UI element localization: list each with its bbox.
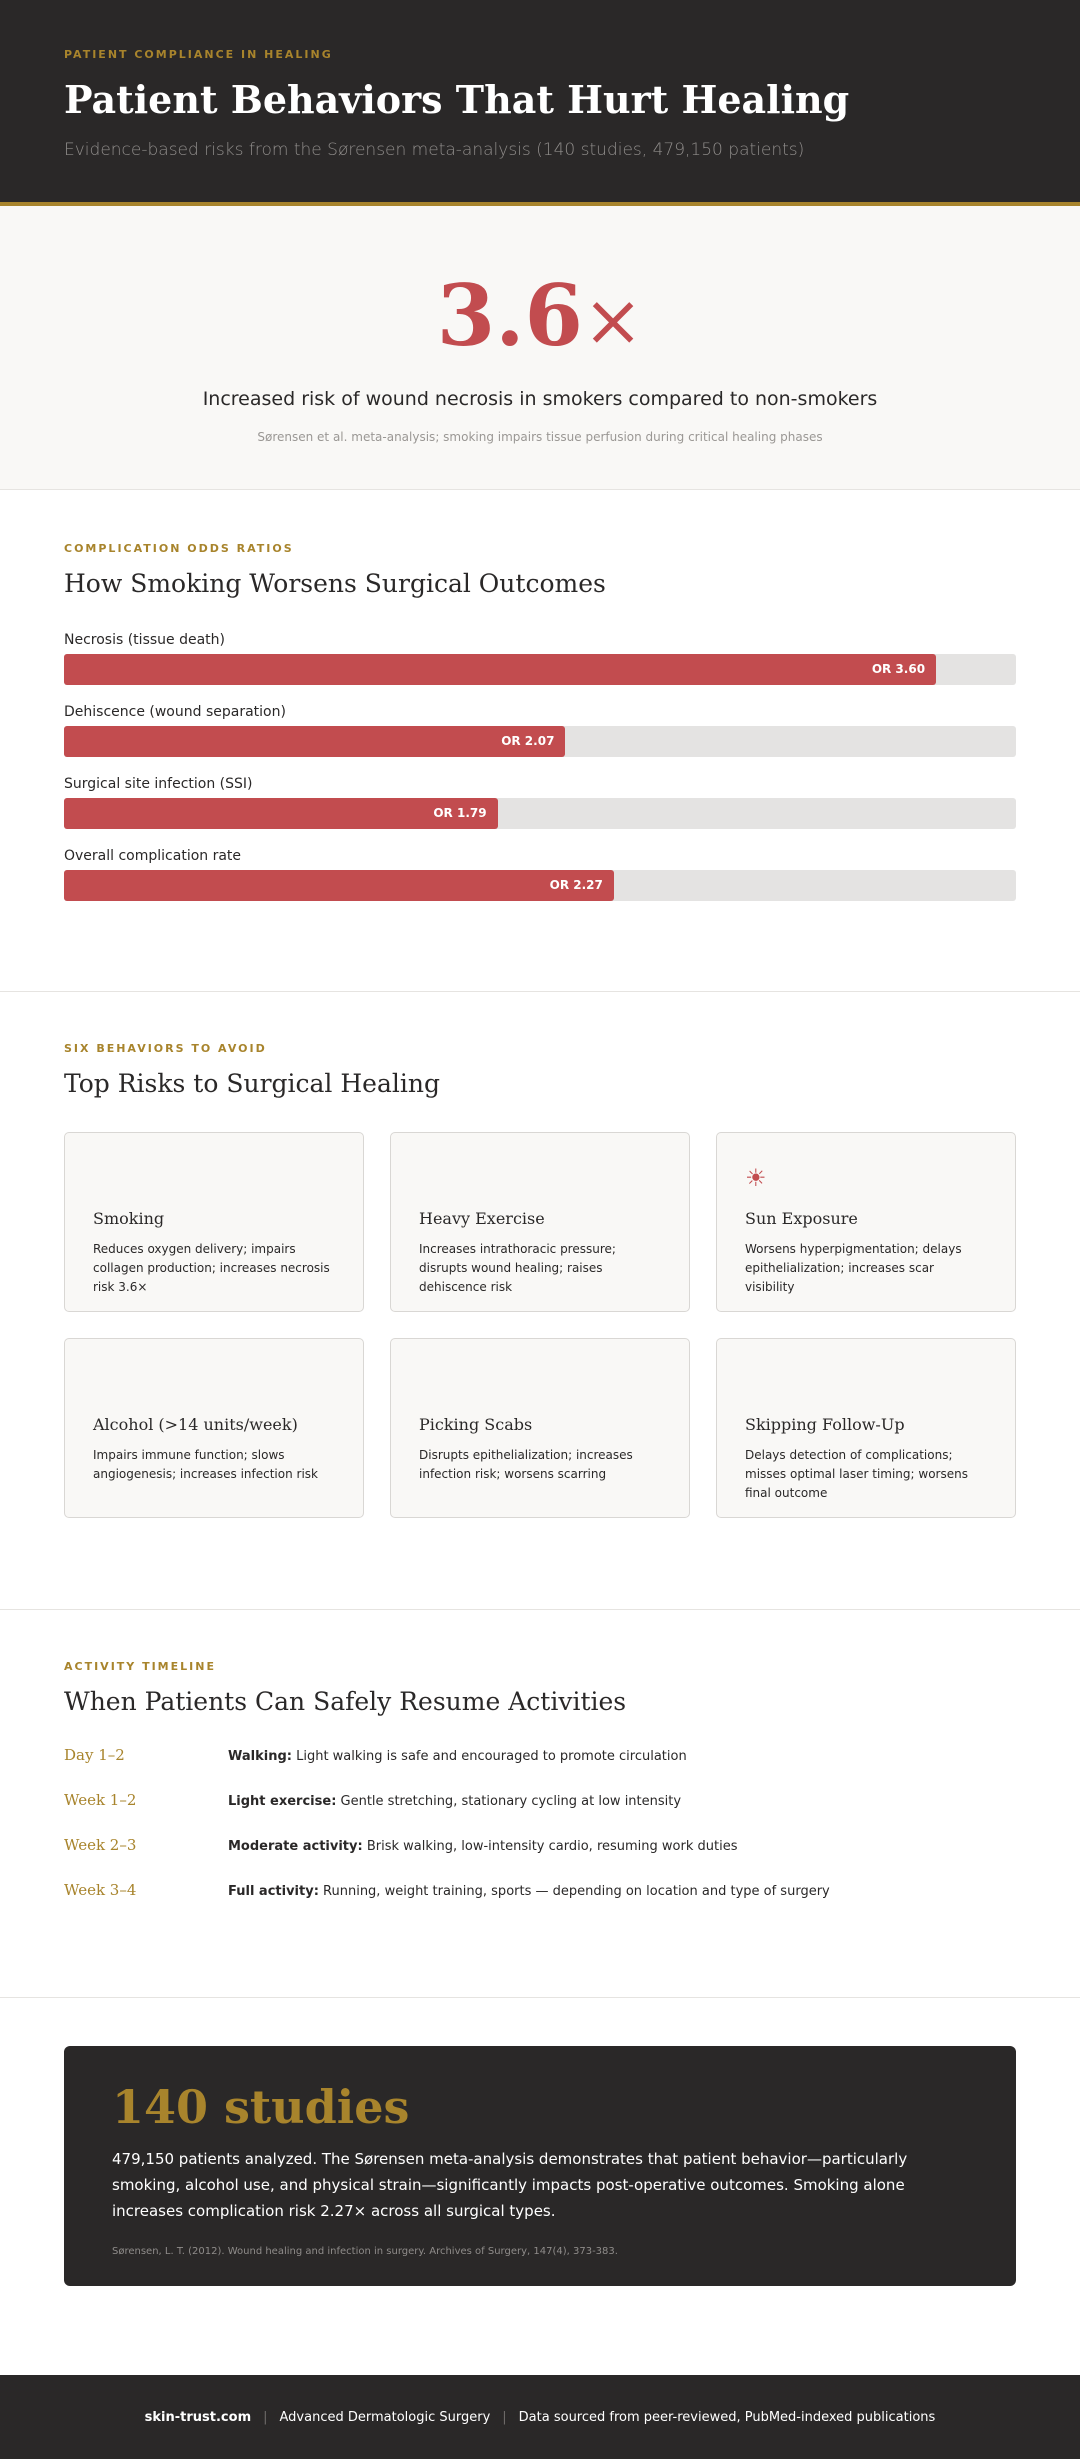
timeline-when: Week 1–2 [64,1791,137,1809]
summary-section [0,1998,1080,2375]
odds-title: How Smoking Worsens Surgical Outcomes [64,569,606,598]
timeline-when: Week 3–4 [64,1881,137,1899]
behavior-card-smoking [64,1132,364,1312]
exercise-icon [419,1161,661,1195]
card-text: Disrupts epithelialization; increases infection risk; worsens scarring [419,1448,633,1481]
timeline-title: When Patients Can Safely Resume Activities [64,1687,627,1716]
bar-row-ssi [64,776,1016,848]
timeline-list [64,1746,1016,1926]
bar-row-necrosis [64,632,1016,704]
card-text: Delays detection of complications; misses optimal laser timing; worsens final outcome [745,1448,968,1500]
timeline-label: Moderate activity: [228,1839,363,1854]
behaviors-section [0,992,1080,1610]
bar-label: Overall complication rate [64,848,242,864]
timeline-row [64,1836,1016,1881]
card-title: Alcohol (>14 units/week) [93,1415,298,1434]
bar-fill: OR 2.07 [64,726,565,757]
summary-citation: Sørensen, L. T. (2012). Wound healing and infection in surgery. Archives of Surgery, 147(4), 373-383. [112,2246,618,2257]
page-title: Patient Behaviors That Hurt Healing [64,77,850,122]
timeline-when: Week 2–3 [64,1836,137,1854]
card-title: Sun Exposure [745,1209,858,1228]
header-eyebrow: PATIENT COMPLIANCE IN HEALING [64,48,333,61]
hero-description: Increased risk of wound necrosis in smokers compared to non-smokers [202,388,878,410]
page-subtitle: Evidence-based risks from the Sørensen meta-analysis (140 studies, 479,150 patients) [64,140,805,160]
behaviors-eyebrow: SIX BEHAVIORS TO AVOID [64,1042,267,1055]
footer-separator: | [263,2409,268,2425]
odds-bar-list [64,632,1016,920]
timeline-eyebrow: ACTIVITY TIMELINE [64,1660,216,1673]
bar-track [64,726,1016,757]
summary-text: 479,150 patients analyzed. The Sørensen meta-analysis demonstrates that patient behavior—particularly smoking, alcohol use, and physical strain—significantly impacts post-operative outcomes. Smoking alone increases complication risk 2.27× across all surgical types. [112,2150,908,2220]
bar-fill: OR 1.79 [64,798,498,829]
hero-source: Sørensen et al. meta-analysis; smoking impairs tissue perfusion during critical healing phases [257,430,823,444]
behavior-card-scabs [390,1338,690,1518]
card-text: Worsens hyperpigmentation; delays epithelialization; increases scar visibility [745,1242,962,1294]
alcohol-icon [93,1367,335,1401]
bar-track [64,798,1016,829]
timeline-what [228,1884,830,1899]
card-text: Reduces oxygen delivery; impairs collagen production; increases necrosis risk 3.6× [93,1242,330,1294]
scab-icon [419,1367,661,1401]
behavior-card-sun [716,1132,1016,1312]
bar-fill: OR 2.27 [64,870,614,901]
bar-label: Necrosis (tissue death) [64,632,225,648]
behavior-cards [64,1132,1016,1518]
page-footer [0,2375,1080,2459]
timeline-what [228,1794,681,1809]
behavior-card-alcohol [64,1338,364,1518]
card-text: Impairs immune function; slows angiogenesis; increases infection risk [93,1448,318,1481]
behavior-card-followup [716,1338,1016,1518]
sun-icon: ☀ [745,1164,767,1192]
footer-tagline: Advanced Dermatologic Surgery [279,2409,491,2425]
behaviors-title: Top Risks to Surgical Healing [64,1069,440,1098]
calendar-icon [745,1367,987,1401]
card-text: Increases intrathoracic pressure; disrupts wound healing; raises dehiscence risk [419,1242,616,1294]
timeline-what [228,1839,737,1854]
summary-value: 140 studies [112,2080,410,2134]
page-header [0,0,1080,206]
card-title: Heavy Exercise [419,1209,545,1228]
behavior-card-exercise [390,1132,690,1312]
bar-track [64,870,1016,901]
bar-row-dehiscence [64,704,1016,776]
bar-track [64,654,1016,685]
timeline-row [64,1791,1016,1836]
odds-ratio-section [0,490,1080,992]
card-title: Smoking [93,1209,165,1228]
timeline-section [0,1610,1080,1998]
timeline-text: Running, weight training, sports — depending on location and type of surgery [318,1884,830,1899]
hero-number: 3.6 [436,266,583,365]
footer-note: Data sourced from peer-reviewed, PubMed-indexed publications [518,2409,936,2425]
timeline-when: Day 1–2 [64,1746,125,1764]
timeline-text: Light walking is safe and encouraged to promote circulation [291,1749,687,1764]
smoking-icon [93,1161,335,1195]
bar-fill: OR 3.60 [64,654,936,685]
summary-card [64,2046,1016,2286]
hero-value [0,268,1080,368]
card-title: Picking Scabs [419,1415,533,1434]
bar-label: Dehiscence (wound separation) [64,704,286,720]
card-title: Skipping Follow-Up [745,1415,905,1434]
hero-times: × [582,278,644,362]
hero-stat [0,206,1080,490]
bar-row-overall [64,848,1016,920]
timeline-text: Brisk walking, low-intensity cardio, resuming work duties [362,1839,738,1854]
timeline-label: Walking: [228,1749,292,1764]
footer-brand[interactable]: skin-trust.com [144,2409,252,2425]
timeline-what [228,1749,687,1764]
bar-label: Surgical site infection (SSI) [64,776,253,792]
odds-eyebrow: COMPLICATION ODDS RATIOS [64,542,294,555]
timeline-row [64,1746,1016,1791]
footer-separator: | [502,2409,507,2425]
timeline-label: Light exercise: [228,1794,337,1809]
timeline-label: Full activity: [228,1884,319,1899]
timeline-row [64,1881,1016,1926]
timeline-text: Gentle stretching, stationary cycling at low intensity [336,1794,682,1809]
